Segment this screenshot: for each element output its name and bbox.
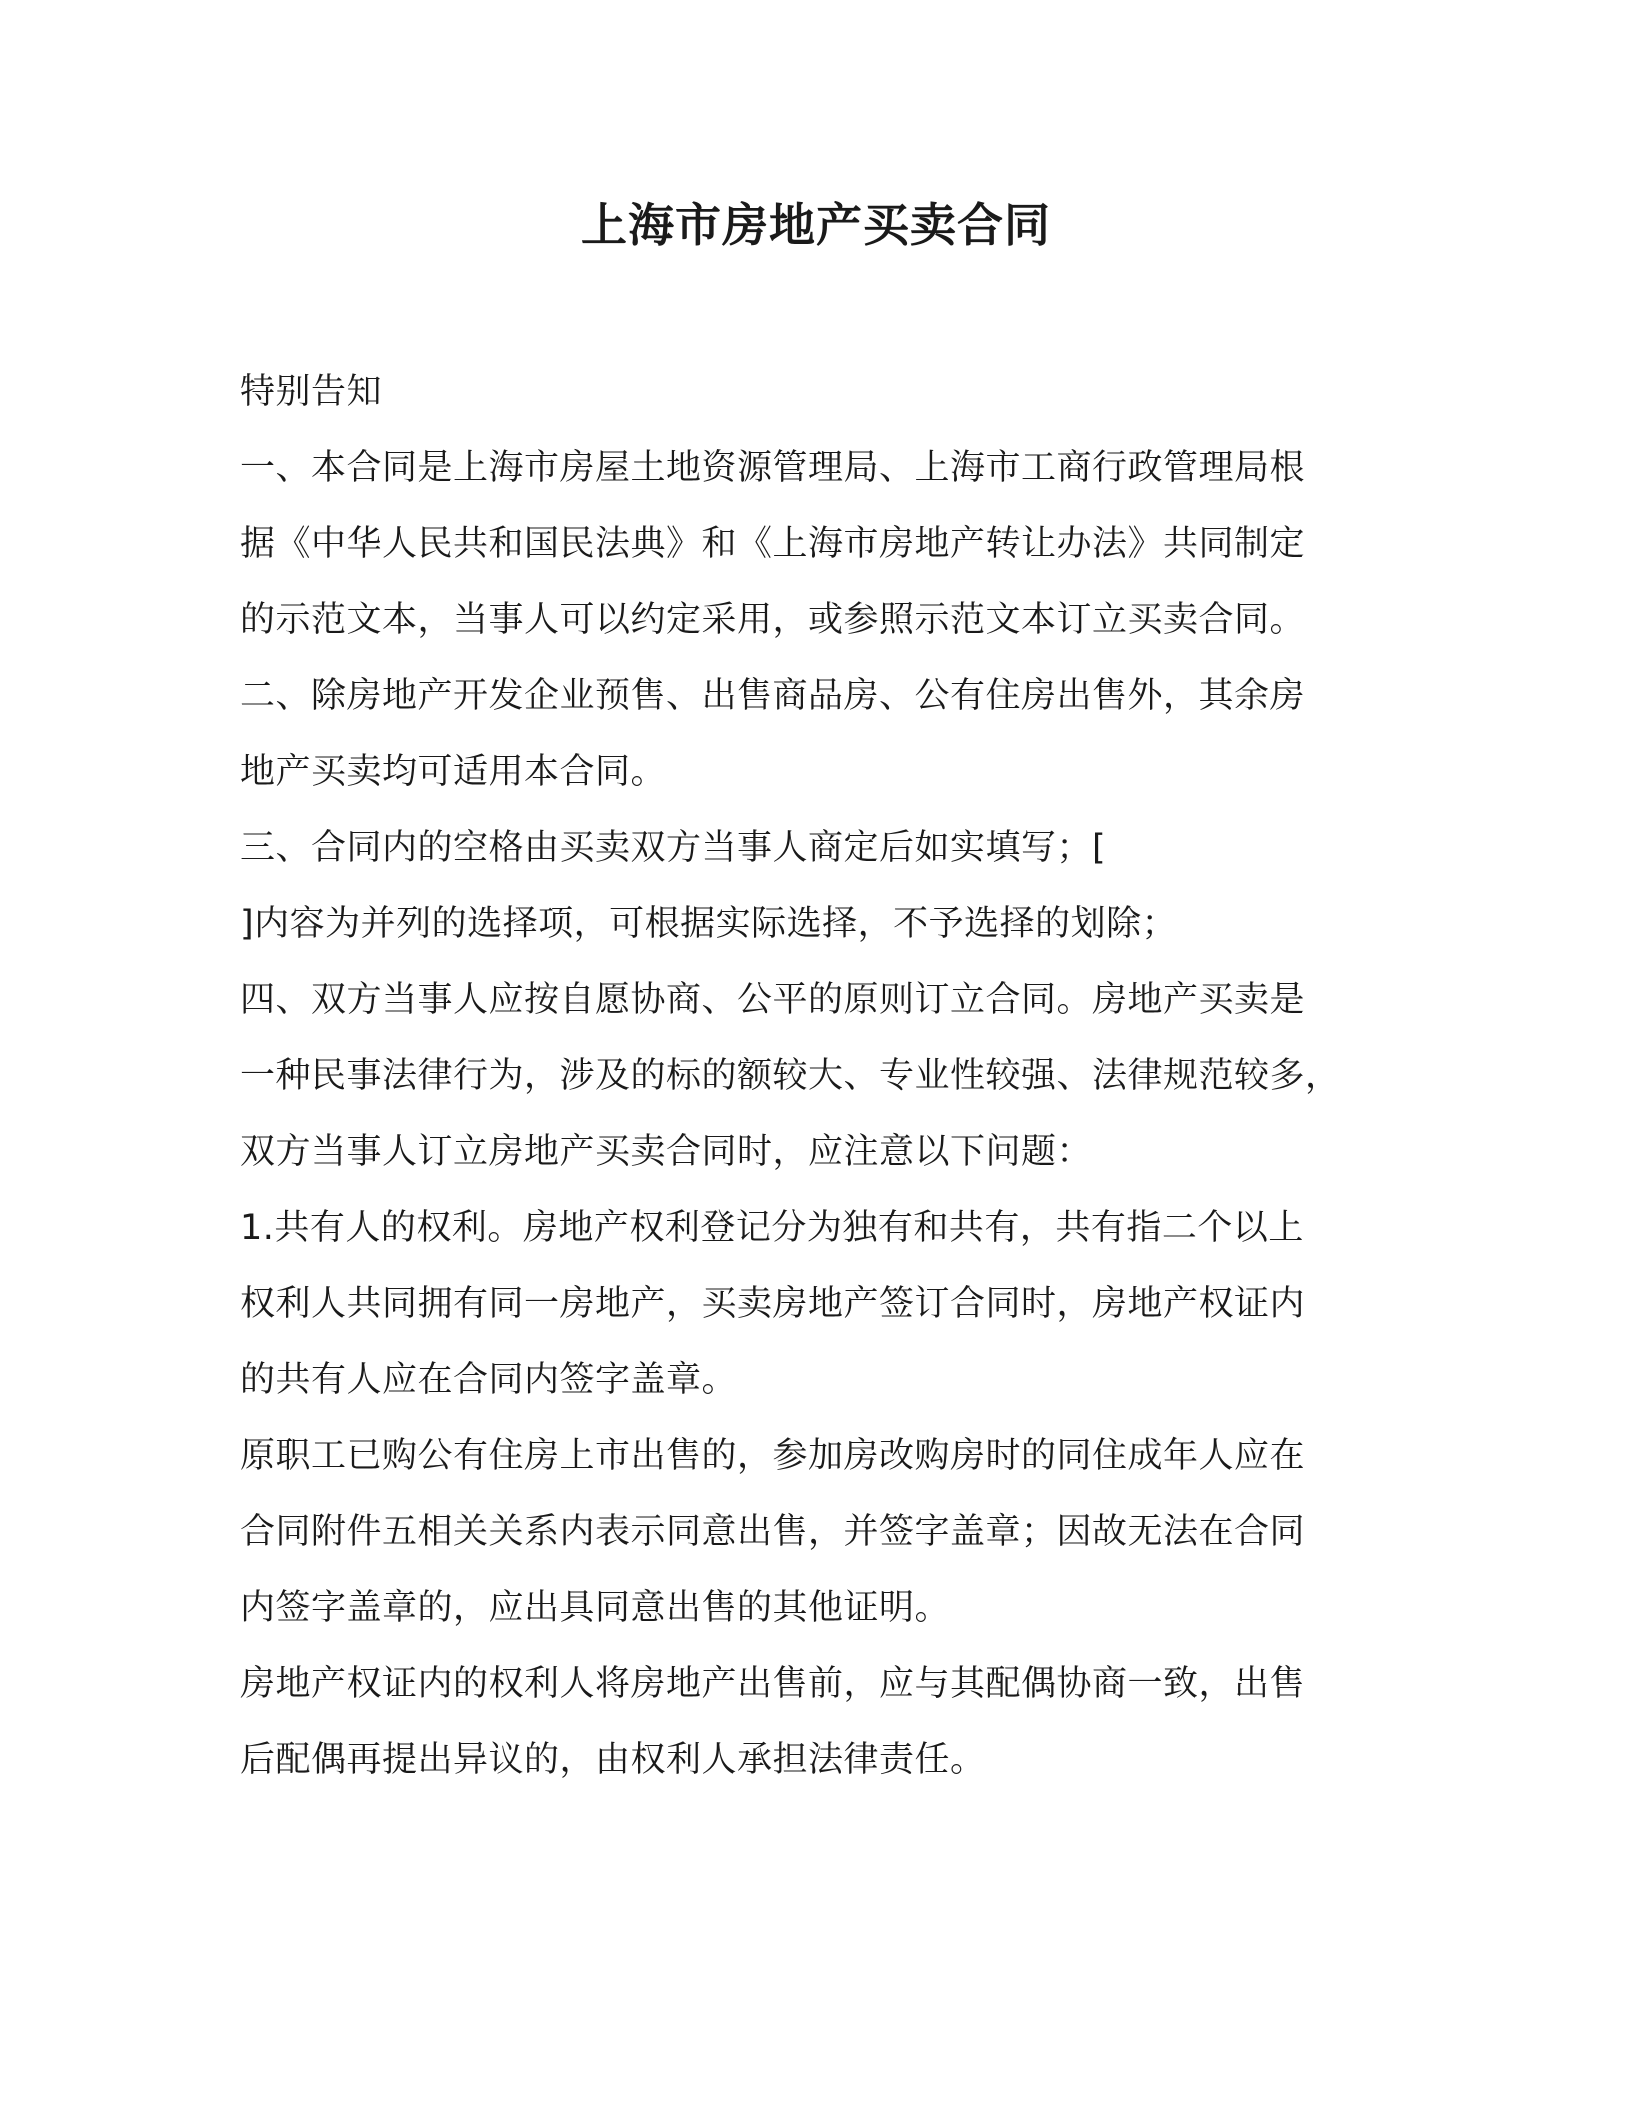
text-line: 1.共有人的权利。房地产权利登记分为独有和共有，共有指二个以上 [240,1208,1304,1248]
text-line: 三、合同内的空格由买卖双方当事人商定后如实填写；[ [240,828,1107,868]
text-line: 据《中华人民共和国民法典》和《上海市房地产转让办法》共同制定 [240,524,1306,564]
section-heading: 特别告知 [240,372,383,412]
text-line: 一种民事法律行为，涉及的标的额较大、专业性较强、法律规范较多， [240,1056,1341,1096]
text-line: 双方当事人订立房地产买卖合同时，应注意以下问题： [240,1132,1093,1172]
text-line: 房地产权证内的权利人将房地产出售前，应与其配偶协商一致，出售 [240,1664,1306,1704]
text-line: 的示范文本，当事人可以约定采用，或参照示范文本订立买卖合同。 [240,600,1306,640]
text-line: 的共有人应在合同内签字盖章。 [240,1360,738,1400]
text-line: 后配偶再提出异议的，由权利人承担法律责任。 [240,1740,986,1780]
text-line: 一、本合同是上海市房屋土地资源管理局、上海市工商行政管理局根 [240,448,1306,488]
text-line: 权利人共同拥有同一房地产，买卖房地产签订合同时，房地产权证内 [240,1284,1306,1324]
document-title: 上海市房地产买卖合同 [581,198,1051,252]
text-line: 地产买卖均可适用本合同。 [240,752,667,792]
text-line: 合同附件五相关关系内表示同意出售，并签字盖章；因故无法在合同 [240,1512,1306,1552]
text-line: 内签字盖章的，应出具同意出售的其他证明。 [240,1588,951,1628]
text-line: ]内容为并列的选择项，可根据实际选择，不予选择的划除； [240,904,1178,944]
text-line: 原职工已购公有住房上市出售的，参加房改购房时的同住成年人应在 [240,1436,1306,1476]
text-line: 四、双方当事人应按自愿协商、公平的原则订立合同。房地产买卖是 [240,980,1306,1020]
text-line: 二、除房地产开发企业预售、出售商品房、公有住房出售外，其余房 [240,676,1306,716]
